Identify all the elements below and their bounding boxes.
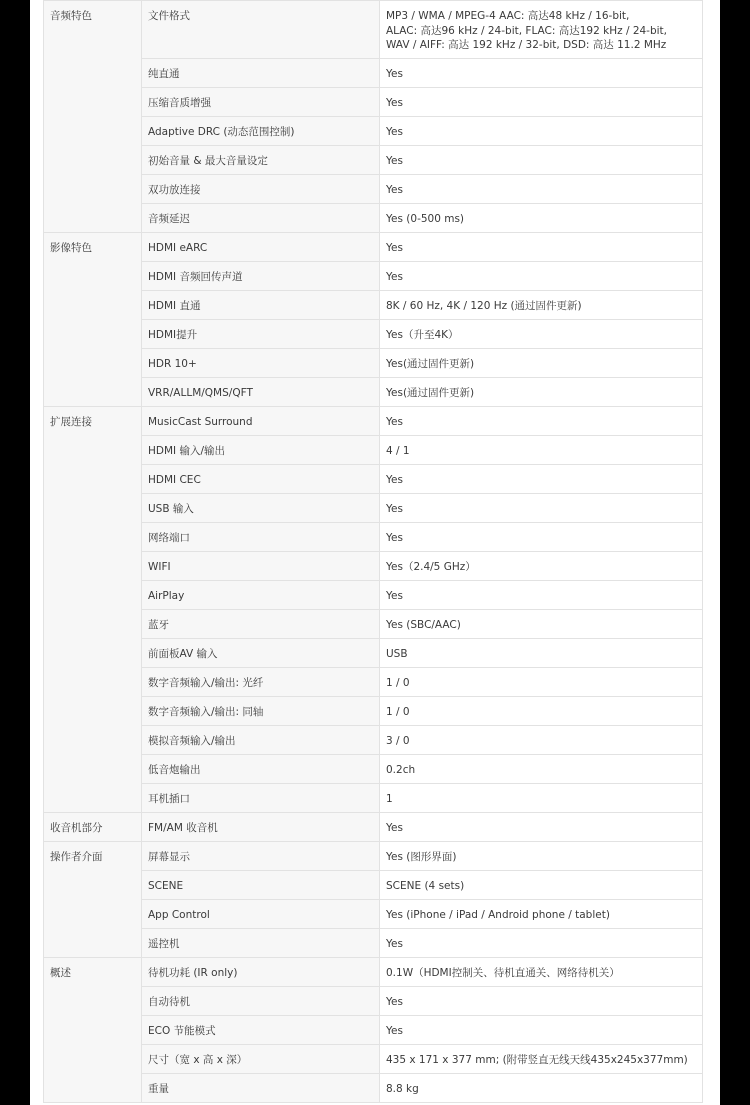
table-row xyxy=(44,1,703,59)
feature-cell: HDMI 输入/输出 xyxy=(142,436,380,465)
feature-cell: FM/AM 收音机 xyxy=(142,813,380,842)
table-row xyxy=(44,233,703,262)
table-row xyxy=(44,1045,703,1074)
value-cell: Yes xyxy=(380,146,703,175)
value-line: ALAC: 高达96 kHz / 24-bit, FLAC: 高达192 kHz / 24-bit, xyxy=(386,24,668,37)
value-cell: Yes（2.4/5 GHz） xyxy=(380,552,703,581)
feature-cell: HDMI 音频回传声道 xyxy=(142,262,380,291)
value-cell: Yes xyxy=(380,581,703,610)
value-cell: 0.2ch xyxy=(380,755,703,784)
feature-cell: 音频延迟 xyxy=(142,204,380,233)
value-cell: Yes xyxy=(380,117,703,146)
value-cell: Yes (图形界面) xyxy=(380,842,703,871)
category-cell: 收音机部分 xyxy=(44,813,142,842)
value-cell: Yes (SBC/AAC) xyxy=(380,610,703,639)
value-cell: 8K / 60 Hz, 4K / 120 Hz (通过固件更新) xyxy=(380,291,703,320)
table-row xyxy=(44,349,703,378)
table-row xyxy=(44,726,703,755)
feature-cell: AirPlay xyxy=(142,581,380,610)
feature-cell: 初始音量 & 最大音量设定 xyxy=(142,146,380,175)
value-cell: 1 xyxy=(380,784,703,813)
table-row xyxy=(44,639,703,668)
value-cell: Yes xyxy=(380,175,703,204)
value-cell: Yes xyxy=(380,262,703,291)
table-row xyxy=(44,755,703,784)
value-cell: Yes xyxy=(380,407,703,436)
value-lines xyxy=(386,9,697,53)
value-cell: 8.8 kg xyxy=(380,1074,703,1103)
table-row xyxy=(44,987,703,1016)
value-line: WAV / AIFF: 高达 192 kHz / 32-bit, DSD: 高达 11.2 MHz xyxy=(386,39,667,51)
table-row xyxy=(44,175,703,204)
feature-cell: App Control xyxy=(142,900,380,929)
table-row xyxy=(44,581,703,610)
table-row xyxy=(44,668,703,697)
value-cell: Yes xyxy=(380,929,703,958)
value-cell: Yes（升至4K） xyxy=(380,320,703,349)
feature-cell: Adaptive DRC (动态范围控制) xyxy=(142,117,380,146)
value-cell: Yes xyxy=(380,813,703,842)
table-row xyxy=(44,958,703,987)
feature-cell: MusicCast Surround xyxy=(142,407,380,436)
feature-cell: 纯直通 xyxy=(142,59,380,88)
feature-cell: 文件格式 xyxy=(142,1,380,59)
feature-cell: VRR/ALLM/QMS/QFT xyxy=(142,378,380,407)
feature-cell: HDMI提升 xyxy=(142,320,380,349)
category-cell: 影像特色 xyxy=(44,233,142,407)
table-row xyxy=(44,146,703,175)
table-row xyxy=(44,59,703,88)
feature-cell: 待机功耗 (IR only) xyxy=(142,958,380,987)
category-cell: 扩展连接 xyxy=(44,407,142,813)
table-row xyxy=(44,117,703,146)
value-cell: 435 x 171 x 377 mm; (附带竖直无线天线435x245x377mm) xyxy=(380,1045,703,1074)
feature-cell: 蓝牙 xyxy=(142,610,380,639)
table-row xyxy=(44,929,703,958)
feature-cell: 遥控机 xyxy=(142,929,380,958)
feature-cell: HDMI CEC xyxy=(142,465,380,494)
feature-cell: 重量 xyxy=(142,1074,380,1103)
value-cell xyxy=(380,1,703,59)
feature-cell: 双功放连接 xyxy=(142,175,380,204)
table-row xyxy=(44,1016,703,1045)
feature-cell: 数字音频输入/输出: 光纤 xyxy=(142,668,380,697)
feature-cell: USB 输入 xyxy=(142,494,380,523)
feature-cell: 数字音频输入/输出: 同轴 xyxy=(142,697,380,726)
feature-cell: 前面板AV 输入 xyxy=(142,639,380,668)
table-row xyxy=(44,262,703,291)
feature-cell: 自动待机 xyxy=(142,987,380,1016)
feature-cell: ECO 节能模式 xyxy=(142,1016,380,1045)
value-line: MP3 / WMA / MPEG-4 AAC: 高达48 kHz / 16-bit, xyxy=(386,10,630,22)
value-cell: SCENE (4 sets) xyxy=(380,871,703,900)
table-row xyxy=(44,88,703,117)
table-row xyxy=(44,436,703,465)
table-row xyxy=(44,871,703,900)
value-cell: Yes xyxy=(380,233,703,262)
feature-cell: WIFI xyxy=(142,552,380,581)
category-cell: 操作者介面 xyxy=(44,842,142,958)
table-row xyxy=(44,378,703,407)
value-cell: Yes(通过固件更新) xyxy=(380,378,703,407)
value-cell: Yes xyxy=(380,1016,703,1045)
table-row xyxy=(44,900,703,929)
table-row xyxy=(44,204,703,233)
table-row xyxy=(44,465,703,494)
value-cell: Yes xyxy=(380,59,703,88)
feature-cell: 耳机插口 xyxy=(142,784,380,813)
table-row xyxy=(44,291,703,320)
value-cell: USB xyxy=(380,639,703,668)
value-cell: Yes (iPhone / iPad / Android phone / tablet) xyxy=(380,900,703,929)
feature-cell: 尺寸（宽 x 高 x 深） xyxy=(142,1045,380,1074)
feature-cell: HDMI eARC xyxy=(142,233,380,262)
table-row xyxy=(44,320,703,349)
value-cell: Yes xyxy=(380,88,703,117)
spec-table xyxy=(43,0,703,1103)
value-cell: Yes(通过固件更新) xyxy=(380,349,703,378)
feature-cell: 低音炮输出 xyxy=(142,755,380,784)
table-row xyxy=(44,784,703,813)
table-row xyxy=(44,813,703,842)
feature-cell: 屏幕显示 xyxy=(142,842,380,871)
feature-cell: 模拟音频输入/输出 xyxy=(142,726,380,755)
table-row xyxy=(44,552,703,581)
table-row xyxy=(44,407,703,436)
table-row xyxy=(44,610,703,639)
value-cell: 3 / 0 xyxy=(380,726,703,755)
value-cell: 1 / 0 xyxy=(380,668,703,697)
feature-cell: 压缩音质增强 xyxy=(142,88,380,117)
value-cell: Yes xyxy=(380,494,703,523)
feature-cell: 网络端口 xyxy=(142,523,380,552)
value-cell: 0.1W（HDMI控制关、待机直通关、网络待机关） xyxy=(380,958,703,987)
value-cell: 4 / 1 xyxy=(380,436,703,465)
table-row xyxy=(44,697,703,726)
table-row xyxy=(44,523,703,552)
spec-sheet xyxy=(30,0,720,1105)
feature-cell: SCENE xyxy=(142,871,380,900)
table-row xyxy=(44,1074,703,1103)
value-cell: Yes xyxy=(380,523,703,552)
feature-cell: HDR 10+ xyxy=(142,349,380,378)
category-cell: 概述 xyxy=(44,958,142,1103)
value-cell: Yes xyxy=(380,465,703,494)
value-cell: Yes xyxy=(380,987,703,1016)
feature-cell: HDMI 直通 xyxy=(142,291,380,320)
value-cell: 1 / 0 xyxy=(380,697,703,726)
table-row xyxy=(44,494,703,523)
category-cell: 音频特色 xyxy=(44,1,142,233)
value-cell: Yes (0-500 ms) xyxy=(380,204,703,233)
table-row xyxy=(44,842,703,871)
